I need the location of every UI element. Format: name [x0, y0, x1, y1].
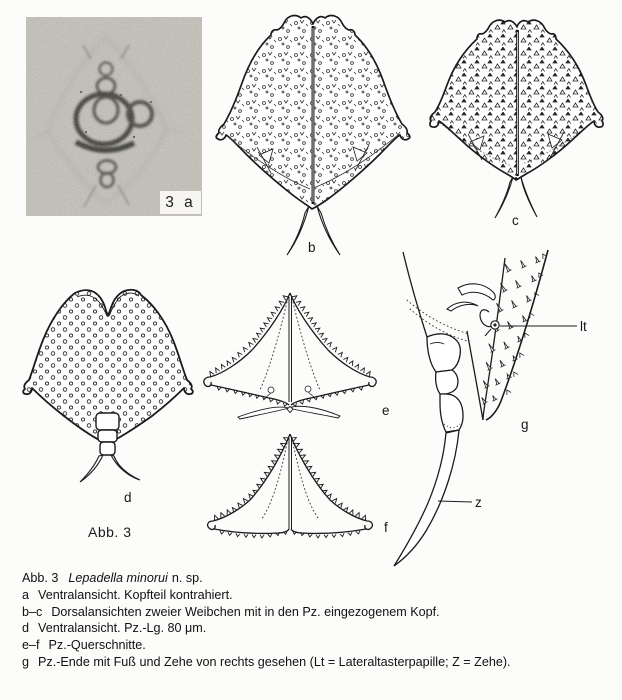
section-e-median — [289, 297, 292, 402]
spine-nail-mark — [509, 299, 517, 308]
panel-label-c: c — [512, 213, 519, 228]
serration-teeth — [292, 438, 366, 521]
section-e-dotted-lines — [260, 302, 320, 390]
caption-item-label: a — [22, 587, 30, 602]
caption-species-suffix: n. sp. — [171, 571, 203, 585]
panel-label-d: d — [124, 490, 132, 505]
spine-nail-mark — [524, 294, 532, 302]
micrograph-photo-panel — [26, 17, 202, 216]
foot-segments-g — [427, 334, 463, 432]
serration-teeth — [292, 296, 370, 377]
serration-teeth — [215, 438, 289, 521]
caption-item-text: Pz.-Ende mit Fuß und Zehe von rechts gesehen (Lt = Lateraltasterpapille; Z = Zehe). — [38, 654, 511, 669]
annotation-z: z — [475, 495, 482, 510]
caption-item-text: Dorsalansichten zweier Weibchen mit in den Pz. eingezogenem Kopf. — [51, 604, 440, 619]
section-e-outline — [204, 293, 376, 405]
drawing-g-foot-toe — [388, 243, 622, 573]
panel-label-e: e — [382, 403, 390, 418]
toes-d — [80, 455, 140, 482]
spine-nail-mark — [513, 279, 521, 288]
z-leader-line — [438, 501, 472, 502]
caption-item-text: Pz.-Querschnitte. — [48, 638, 146, 653]
panel-label-g: g — [521, 417, 529, 432]
body-left-outline-g — [403, 252, 427, 337]
drawing-c-dorsal-view — [428, 8, 614, 230]
caption-item-ef — [22, 637, 608, 654]
spine-nail-mark — [533, 255, 541, 263]
caption-item-bc — [22, 604, 608, 621]
drawing-ef-cross-sections — [198, 288, 398, 540]
section-e-ventral-blades — [238, 406, 340, 419]
caption-item-g — [22, 654, 608, 671]
lateral-antenna-papilla-g — [480, 310, 499, 336]
figure-caption — [22, 570, 608, 671]
section-f-outline — [208, 434, 373, 533]
spine-band-g — [479, 253, 547, 405]
caption-item-text: Ventralansicht. Kopfteil kontrahiert. — [38, 587, 233, 602]
section-f-dotted-lines — [261, 443, 319, 520]
caption-title-row — [22, 570, 608, 587]
spine-nail-mark — [520, 314, 528, 322]
caption-item-label: e–f — [22, 638, 40, 653]
spine-nail-mark — [501, 340, 509, 349]
micrograph-image — [26, 17, 202, 216]
cross-section-e — [204, 293, 390, 419]
panel-label-b: b — [308, 240, 316, 255]
toe-g — [394, 430, 459, 566]
spine-nail-mark — [493, 377, 501, 385]
caption-item-label: g — [22, 654, 30, 669]
figure-number-label: Abb. 3 — [88, 524, 132, 540]
photo-grain — [26, 17, 202, 216]
caption-figure-number: Abb. 3 — [22, 571, 59, 585]
spine-nail-mark — [498, 282, 507, 293]
serration-teeth — [210, 296, 288, 377]
section-f-median — [289, 438, 292, 529]
caption-item-text: Ventralansicht. Pz.-Lg. 80 μm. — [38, 621, 207, 636]
foot-segments-d — [96, 413, 119, 455]
caption-item-label: d — [22, 621, 30, 636]
serration-teeth — [217, 387, 287, 407]
spine-nail-mark — [498, 359, 506, 367]
caption-item-label: b–c — [22, 604, 43, 619]
drawing-d-ventral-view — [14, 278, 214, 518]
spine-nail-mark — [529, 274, 537, 282]
spine-nail-mark — [518, 259, 526, 268]
spine-nail-mark — [490, 394, 497, 401]
dorsal-flap-curves-g — [447, 284, 495, 311]
annotation-lt: lt — [580, 319, 587, 334]
spine-chevron-mark — [512, 371, 518, 377]
photo-panel-label: 3 a — [160, 191, 201, 214]
toes-c — [495, 177, 537, 218]
drawing-b-dorsal-view — [213, 3, 413, 261]
caption-item-d — [22, 620, 608, 637]
panel-label-f: f — [384, 520, 388, 535]
serration-teeth — [293, 387, 363, 407]
caption-species-name: Lepadella minorui — [68, 571, 168, 585]
posterior-blade-g — [467, 250, 548, 420]
spine-nail-mark — [505, 320, 513, 329]
caption-item-a — [22, 587, 608, 604]
